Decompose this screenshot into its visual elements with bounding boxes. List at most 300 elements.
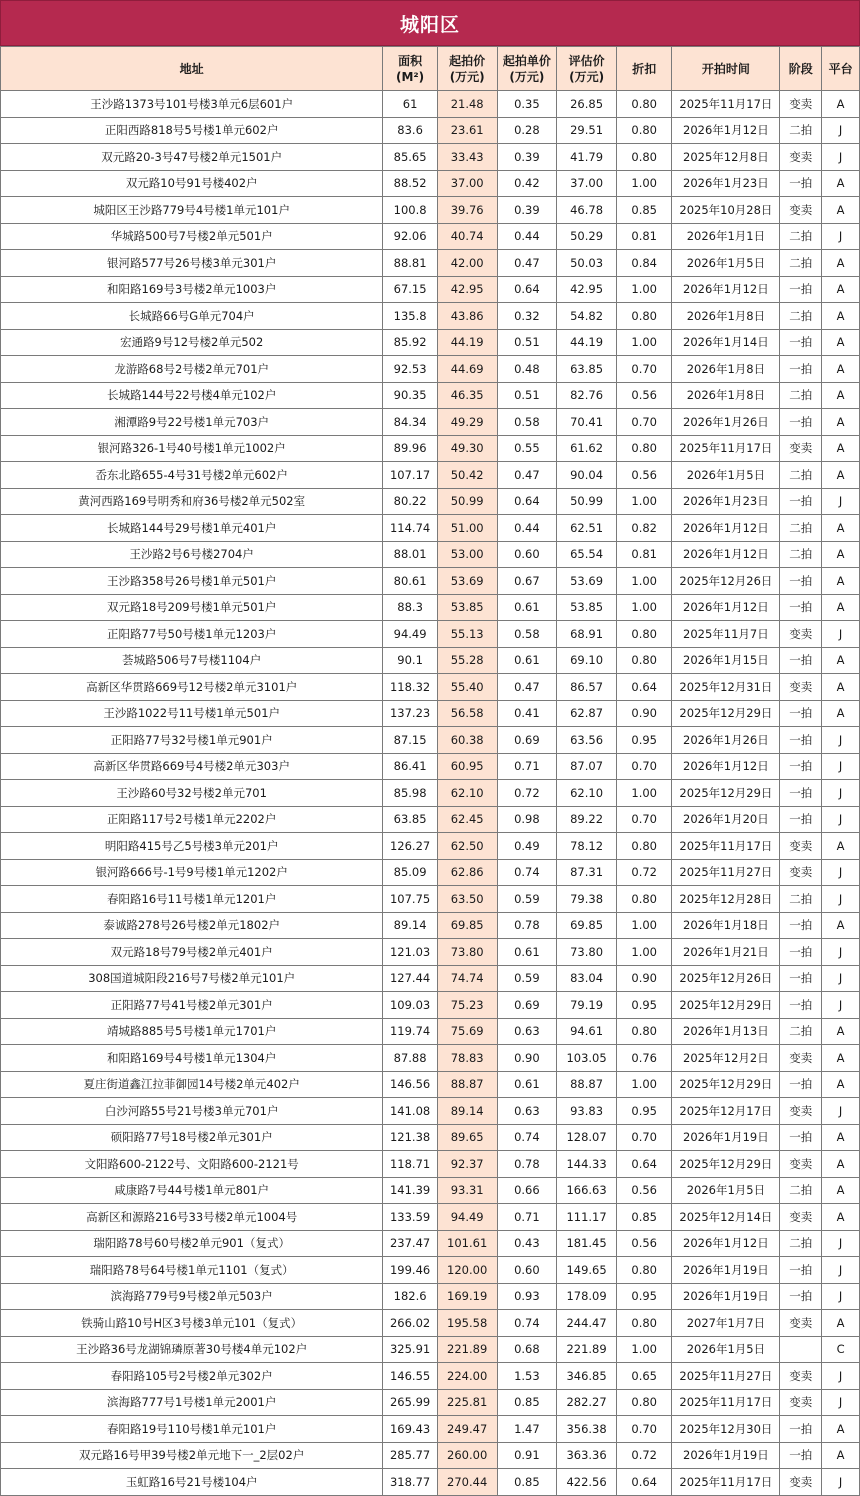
cell-start-price: 43.86 — [437, 303, 497, 330]
cell-start-time: 2026年1月19日 — [672, 1124, 780, 1151]
cell-start-time: 2026年1月12日 — [672, 753, 780, 780]
cell-unit-price: 0.61 — [497, 647, 557, 674]
cell-stage: 一拍 — [780, 409, 822, 436]
cell-start-price: 55.40 — [437, 674, 497, 701]
cell-stage: 一拍 — [780, 568, 822, 595]
cell-stage: 变卖 — [780, 197, 822, 224]
cell-unit-price: 0.64 — [497, 276, 557, 303]
cell-address: 王沙路2号6号楼2704户 — [1, 541, 383, 568]
cell-area: 89.96 — [383, 435, 437, 462]
cell-eval-price: 54.82 — [557, 303, 617, 330]
cell-eval-price: 50.29 — [557, 223, 617, 250]
cell-start-price: 69.85 — [437, 912, 497, 939]
header-area-label: 面积 — [398, 53, 423, 68]
cell-discount: 1.00 — [616, 568, 672, 595]
table-row — [1, 806, 860, 833]
cell-discount: 0.70 — [616, 409, 672, 436]
cell-address: 和阳路169号4号楼1单元1304户 — [1, 1045, 383, 1072]
cell-address: 王沙路1373号101号楼3单元6层601户 — [1, 91, 383, 118]
cell-start-time: 2025年12月29日 — [672, 992, 780, 1019]
table-row — [1, 409, 860, 436]
table-row — [1, 170, 860, 197]
cell-stage: 一拍 — [780, 912, 822, 939]
cell-platform: A — [822, 568, 860, 595]
table-row — [1, 356, 860, 383]
cell-address: 长城路66号G单元704户 — [1, 303, 383, 330]
cell-area: 94.49 — [383, 621, 437, 648]
cell-unit-price: 0.28 — [497, 117, 557, 144]
cell-discount: 0.70 — [616, 753, 672, 780]
cell-address: 正阳路77号32号楼1单元901户 — [1, 727, 383, 754]
cell-area: 121.38 — [383, 1124, 437, 1151]
cell-discount: 0.95 — [616, 992, 672, 1019]
cell-area: 63.85 — [383, 806, 437, 833]
cell-stage: 一拍 — [780, 1071, 822, 1098]
cell-area: 182.6 — [383, 1283, 437, 1310]
cell-platform: J — [822, 1469, 860, 1496]
cell-stage: 变卖 — [780, 144, 822, 171]
cell-stage: 一拍 — [780, 727, 822, 754]
table-row — [1, 727, 860, 754]
cell-stage: 一拍 — [780, 1283, 822, 1310]
cell-start-price: 49.29 — [437, 409, 497, 436]
cell-stage: 变卖 — [780, 833, 822, 860]
cell-address: 高新区华贯路669号12号楼2单元3101户 — [1, 674, 383, 701]
cell-platform: J — [822, 859, 860, 886]
cell-start-time: 2025年11月7日 — [672, 621, 780, 648]
cell-eval-price: 26.85 — [557, 91, 617, 118]
cell-stage: 一拍 — [780, 965, 822, 992]
cell-unit-price: 0.39 — [497, 144, 557, 171]
cell-stage: 变卖 — [780, 1098, 822, 1125]
cell-unit-price: 0.41 — [497, 700, 557, 727]
cell-platform: A — [822, 276, 860, 303]
cell-start-time: 2026年1月15日 — [672, 647, 780, 674]
cell-discount: 0.80 — [616, 144, 672, 171]
cell-discount: 0.70 — [616, 1124, 672, 1151]
cell-unit-price: 0.39 — [497, 197, 557, 224]
cell-stage: 二拍 — [780, 1230, 822, 1257]
cell-area: 169.43 — [383, 1416, 437, 1443]
cell-stage: 一拍 — [780, 647, 822, 674]
cell-stage: 一拍 — [780, 1257, 822, 1284]
cell-area: 107.17 — [383, 462, 437, 489]
cell-start-time: 2025年11月17日 — [672, 1469, 780, 1496]
cell-start-price: 88.87 — [437, 1071, 497, 1098]
table-row — [1, 886, 860, 913]
cell-unit-price: 0.51 — [497, 329, 557, 356]
cell-start-price: 63.50 — [437, 886, 497, 913]
cell-start-price: 23.61 — [437, 117, 497, 144]
cell-start-time: 2025年12月26日 — [672, 965, 780, 992]
cell-address: 银河路666号-1号9号楼1单元1202户 — [1, 859, 383, 886]
cell-start-price: 42.00 — [437, 250, 497, 277]
cell-platform: J — [822, 1363, 860, 1390]
cell-unit-price: 0.58 — [497, 621, 557, 648]
cell-stage: 二拍 — [780, 886, 822, 913]
cell-start-time: 2026年1月1日 — [672, 223, 780, 250]
cell-start-price: 42.95 — [437, 276, 497, 303]
cell-unit-price: 0.91 — [497, 1442, 557, 1469]
cell-eval-price: 50.03 — [557, 250, 617, 277]
cell-stage: 一拍 — [780, 594, 822, 621]
cell-start-price: 62.86 — [437, 859, 497, 886]
cell-discount: 0.80 — [616, 303, 672, 330]
cell-unit-price: 0.85 — [497, 1389, 557, 1416]
cell-eval-price: 149.65 — [557, 1257, 617, 1284]
header-area — [383, 47, 437, 91]
cell-area: 87.88 — [383, 1045, 437, 1072]
header-start-price-label: 起拍价 — [449, 53, 486, 68]
cell-unit-price: 0.61 — [497, 939, 557, 966]
cell-area: 199.46 — [383, 1257, 437, 1284]
cell-start-price: 62.45 — [437, 806, 497, 833]
cell-eval-price: 89.22 — [557, 806, 617, 833]
cell-area: 135.8 — [383, 303, 437, 330]
cell-start-time: 2025年11月27日 — [672, 1363, 780, 1390]
cell-platform: A — [822, 912, 860, 939]
cell-unit-price: 0.74 — [497, 1310, 557, 1337]
cell-discount: 0.64 — [616, 1151, 672, 1178]
cell-address: 宏通路9号12号楼2单元502 — [1, 329, 383, 356]
table-row — [1, 1416, 860, 1443]
cell-stage: 变卖 — [780, 91, 822, 118]
cell-discount: 0.95 — [616, 1283, 672, 1310]
cell-stage: 一拍 — [780, 1124, 822, 1151]
cell-discount: 1.00 — [616, 170, 672, 197]
cell-start-price: 50.99 — [437, 488, 497, 515]
cell-platform: A — [822, 303, 860, 330]
cell-discount: 0.70 — [616, 1416, 672, 1443]
cell-start-time: 2026年1月8日 — [672, 382, 780, 409]
cell-unit-price: 0.47 — [497, 250, 557, 277]
cell-platform: A — [822, 435, 860, 462]
cell-start-time: 2026年1月8日 — [672, 356, 780, 383]
cell-platform: J — [822, 621, 860, 648]
table-row — [1, 1363, 860, 1390]
table-header — [1, 47, 860, 91]
cell-start-price: 225.81 — [437, 1389, 497, 1416]
cell-unit-price: 0.43 — [497, 1230, 557, 1257]
cell-start-price: 55.13 — [437, 621, 497, 648]
cell-unit-price: 0.48 — [497, 356, 557, 383]
cell-start-time: 2026年1月5日 — [672, 250, 780, 277]
cell-eval-price: 37.00 — [557, 170, 617, 197]
table-row — [1, 1124, 860, 1151]
cell-address: 滨海路779号9号楼2单元503户 — [1, 1283, 383, 1310]
cell-start-time: 2026年1月19日 — [672, 1442, 780, 1469]
cell-eval-price: 42.95 — [557, 276, 617, 303]
cell-unit-price: 0.61 — [497, 1071, 557, 1098]
cell-address: 银河路577号26号楼3单元301户 — [1, 250, 383, 277]
cell-eval-price: 282.27 — [557, 1389, 617, 1416]
cell-start-time: 2026年1月21日 — [672, 939, 780, 966]
cell-address: 正阳路77号50号楼1单元1203户 — [1, 621, 383, 648]
cell-area: 285.77 — [383, 1442, 437, 1469]
cell-eval-price: 82.76 — [557, 382, 617, 409]
cell-stage: 二拍 — [780, 303, 822, 330]
cell-eval-price: 178.09 — [557, 1283, 617, 1310]
cell-discount: 0.80 — [616, 833, 672, 860]
cell-start-time: 2026年1月8日 — [672, 303, 780, 330]
cell-start-time: 2026年1月12日 — [672, 276, 780, 303]
cell-discount: 0.95 — [616, 1098, 672, 1125]
cell-start-time: 2026年1月20日 — [672, 806, 780, 833]
cell-unit-price: 0.67 — [497, 568, 557, 595]
cell-unit-price: 0.71 — [497, 753, 557, 780]
cell-area: 127.44 — [383, 965, 437, 992]
cell-area: 237.47 — [383, 1230, 437, 1257]
cell-address: 文阳路600-2122号、文阳路600-2121号 — [1, 1151, 383, 1178]
cell-area: 88.3 — [383, 594, 437, 621]
cell-start-price: 120.00 — [437, 1257, 497, 1284]
cell-address: 岙东北路655-4号31号楼2单元602户 — [1, 462, 383, 489]
cell-address: 龙游路68号2号楼2单元701户 — [1, 356, 383, 383]
cell-eval-price: 166.63 — [557, 1177, 617, 1204]
cell-start-time: 2025年12月30日 — [672, 1416, 780, 1443]
cell-discount: 1.00 — [616, 276, 672, 303]
cell-area: 118.32 — [383, 674, 437, 701]
table-row — [1, 674, 860, 701]
cell-area: 61 — [383, 91, 437, 118]
table-row — [1, 965, 860, 992]
cell-area: 100.8 — [383, 197, 437, 224]
cell-address: 城阳区王沙路779号4号楼1单元101户 — [1, 197, 383, 224]
cell-start-time: 2026年1月14日 — [672, 329, 780, 356]
cell-address: 硕阳路77号18号楼2单元301户 — [1, 1124, 383, 1151]
cell-platform: J — [822, 1283, 860, 1310]
cell-discount: 1.00 — [616, 1336, 672, 1363]
table-row — [1, 329, 860, 356]
table-row — [1, 462, 860, 489]
cell-area: 67.15 — [383, 276, 437, 303]
cell-platform: J — [822, 886, 860, 913]
cell-discount: 0.81 — [616, 541, 672, 568]
table-row — [1, 1469, 860, 1496]
cell-start-time: 2026年1月5日 — [672, 1177, 780, 1204]
cell-stage: 变卖 — [780, 1469, 822, 1496]
cell-address: 咸康路7号44号楼1单元801户 — [1, 1177, 383, 1204]
cell-start-price: 49.30 — [437, 435, 497, 462]
cell-eval-price: 356.38 — [557, 1416, 617, 1443]
cell-unit-price: 0.44 — [497, 515, 557, 542]
table-row — [1, 435, 860, 462]
cell-address: 明阳路415号乙5号楼3单元201户 — [1, 833, 383, 860]
cell-address: 滨海路777号1号楼1单元2001户 — [1, 1389, 383, 1416]
table-row — [1, 250, 860, 277]
cell-start-time: 2025年12月31日 — [672, 674, 780, 701]
cell-platform: J — [822, 488, 860, 515]
table-row — [1, 992, 860, 1019]
cell-start-time: 2025年11月17日 — [672, 91, 780, 118]
cell-platform: J — [822, 117, 860, 144]
cell-address: 靖城路885号5号楼1单元1701户 — [1, 1018, 383, 1045]
cell-area: 266.02 — [383, 1310, 437, 1337]
cell-eval-price: 44.19 — [557, 329, 617, 356]
cell-discount: 0.95 — [616, 727, 672, 754]
cell-unit-price: 1.53 — [497, 1363, 557, 1390]
cell-start-time: 2025年12月29日 — [672, 1151, 780, 1178]
cell-eval-price: 221.89 — [557, 1336, 617, 1363]
cell-start-time: 2026年1月12日 — [672, 117, 780, 144]
table-row — [1, 303, 860, 330]
header-address: 地址 — [1, 47, 383, 91]
cell-start-time: 2026年1月12日 — [672, 541, 780, 568]
cell-address: 正阳路117号2号楼1单元2202户 — [1, 806, 383, 833]
cell-start-price: 39.76 — [437, 197, 497, 224]
cell-discount: 0.85 — [616, 1204, 672, 1231]
table-row — [1, 1310, 860, 1337]
cell-platform: A — [822, 541, 860, 568]
cell-start-time: 2026年1月5日 — [672, 1336, 780, 1363]
cell-discount: 0.85 — [616, 197, 672, 224]
cell-eval-price: 50.99 — [557, 488, 617, 515]
cell-area: 92.53 — [383, 356, 437, 383]
cell-eval-price: 70.41 — [557, 409, 617, 436]
cell-stage: 一拍 — [780, 488, 822, 515]
cell-eval-price: 53.85 — [557, 594, 617, 621]
cell-address: 长城路144号29号楼1单元401户 — [1, 515, 383, 542]
cell-stage: 二拍 — [780, 462, 822, 489]
header-eval-price — [557, 47, 617, 91]
cell-address: 正阳路77号41号楼2单元301户 — [1, 992, 383, 1019]
cell-address: 王沙路60号32号楼2单元701 — [1, 780, 383, 807]
cell-stage: 变卖 — [780, 435, 822, 462]
cell-unit-price: 0.35 — [497, 91, 557, 118]
cell-eval-price: 181.45 — [557, 1230, 617, 1257]
cell-address: 308国道城阳段216号7号楼2单元101户 — [1, 965, 383, 992]
cell-unit-price: 0.93 — [497, 1283, 557, 1310]
cell-platform: A — [822, 1204, 860, 1231]
cell-platform: J — [822, 144, 860, 171]
cell-eval-price: 78.12 — [557, 833, 617, 860]
table-row — [1, 382, 860, 409]
cell-unit-price: 0.63 — [497, 1018, 557, 1045]
cell-unit-price: 0.42 — [497, 170, 557, 197]
header-stage: 阶段 — [780, 47, 822, 91]
cell-address: 瑞阳路78号60号楼2单元901（复式） — [1, 1230, 383, 1257]
cell-discount: 0.82 — [616, 515, 672, 542]
cell-unit-price: 0.63 — [497, 1098, 557, 1125]
cell-discount: 0.80 — [616, 621, 672, 648]
cell-unit-price: 0.44 — [497, 223, 557, 250]
cell-address: 高新区华贯路669号4号楼2单元303户 — [1, 753, 383, 780]
cell-area: 107.75 — [383, 886, 437, 913]
cell-start-price: 224.00 — [437, 1363, 497, 1390]
cell-start-price: 40.74 — [437, 223, 497, 250]
table-row — [1, 276, 860, 303]
cell-area: 89.14 — [383, 912, 437, 939]
cell-unit-price: 0.69 — [497, 992, 557, 1019]
cell-start-price: 55.28 — [437, 647, 497, 674]
cell-start-price: 73.80 — [437, 939, 497, 966]
cell-area: 85.98 — [383, 780, 437, 807]
cell-eval-price: 88.87 — [557, 1071, 617, 1098]
cell-eval-price: 79.19 — [557, 992, 617, 1019]
cell-address: 高新区和源路216号33号楼2单元1004号 — [1, 1204, 383, 1231]
cell-unit-price: 0.85 — [497, 1469, 557, 1496]
cell-area: 92.06 — [383, 223, 437, 250]
cell-stage: 变卖 — [780, 1204, 822, 1231]
table-row — [1, 1177, 860, 1204]
cell-stage: 二拍 — [780, 382, 822, 409]
cell-area: 265.99 — [383, 1389, 437, 1416]
cell-start-time: 2025年10月28日 — [672, 197, 780, 224]
cell-platform: J — [822, 939, 860, 966]
cell-address: 正阳西路818号5号楼1单元602户 — [1, 117, 383, 144]
cell-start-price: 93.31 — [437, 1177, 497, 1204]
cell-start-price: 74.74 — [437, 965, 497, 992]
cell-area: 126.27 — [383, 833, 437, 860]
cell-stage: 二拍 — [780, 1018, 822, 1045]
cell-eval-price: 111.17 — [557, 1204, 617, 1231]
cell-address: 王沙路1022号11号楼1单元501户 — [1, 700, 383, 727]
cell-discount: 0.56 — [616, 382, 672, 409]
cell-discount: 0.70 — [616, 356, 672, 383]
cell-eval-price: 62.10 — [557, 780, 617, 807]
table-row — [1, 223, 860, 250]
cell-area: 85.92 — [383, 329, 437, 356]
cell-discount: 0.80 — [616, 91, 672, 118]
cell-discount: 0.80 — [616, 117, 672, 144]
cell-eval-price: 62.87 — [557, 700, 617, 727]
cell-start-price: 53.00 — [437, 541, 497, 568]
cell-unit-price: 0.98 — [497, 806, 557, 833]
cell-start-price: 44.69 — [437, 356, 497, 383]
cell-platform: A — [822, 1018, 860, 1045]
cell-discount: 1.00 — [616, 1071, 672, 1098]
cell-start-time: 2026年1月26日 — [672, 727, 780, 754]
cell-start-time: 2026年1月23日 — [672, 488, 780, 515]
cell-stage: 一拍 — [780, 1442, 822, 1469]
cell-start-price: 75.23 — [437, 992, 497, 1019]
cell-start-price: 60.38 — [437, 727, 497, 754]
cell-discount: 0.56 — [616, 1177, 672, 1204]
cell-discount: 0.80 — [616, 1018, 672, 1045]
cell-start-time: 2026年1月19日 — [672, 1283, 780, 1310]
cell-platform: A — [822, 594, 860, 621]
cell-start-time: 2025年12月14日 — [672, 1204, 780, 1231]
cell-stage: 二拍 — [780, 223, 822, 250]
cell-area: 84.34 — [383, 409, 437, 436]
cell-stage: 变卖 — [780, 1363, 822, 1390]
cell-discount: 1.00 — [616, 488, 672, 515]
cell-discount: 0.56 — [616, 462, 672, 489]
cell-unit-price: 0.51 — [497, 382, 557, 409]
cell-platform: A — [822, 1151, 860, 1178]
cell-discount: 0.72 — [616, 859, 672, 886]
table-row — [1, 912, 860, 939]
table-row — [1, 144, 860, 171]
cell-start-price: 89.14 — [437, 1098, 497, 1125]
cell-stage: 一拍 — [780, 329, 822, 356]
cell-eval-price: 128.07 — [557, 1124, 617, 1151]
cell-area: 325.91 — [383, 1336, 437, 1363]
cell-discount: 0.90 — [616, 700, 672, 727]
cell-unit-price: 0.74 — [497, 859, 557, 886]
cell-eval-price: 63.85 — [557, 356, 617, 383]
cell-platform: A — [822, 700, 860, 727]
cell-eval-price: 363.36 — [557, 1442, 617, 1469]
table-row — [1, 91, 860, 118]
cell-area: 87.15 — [383, 727, 437, 754]
cell-platform: A — [822, 197, 860, 224]
cell-area: 119.74 — [383, 1018, 437, 1045]
cell-stage: 一拍 — [780, 1416, 822, 1443]
cell-eval-price: 87.07 — [557, 753, 617, 780]
cell-eval-price: 79.38 — [557, 886, 617, 913]
cell-start-price: 60.95 — [437, 753, 497, 780]
